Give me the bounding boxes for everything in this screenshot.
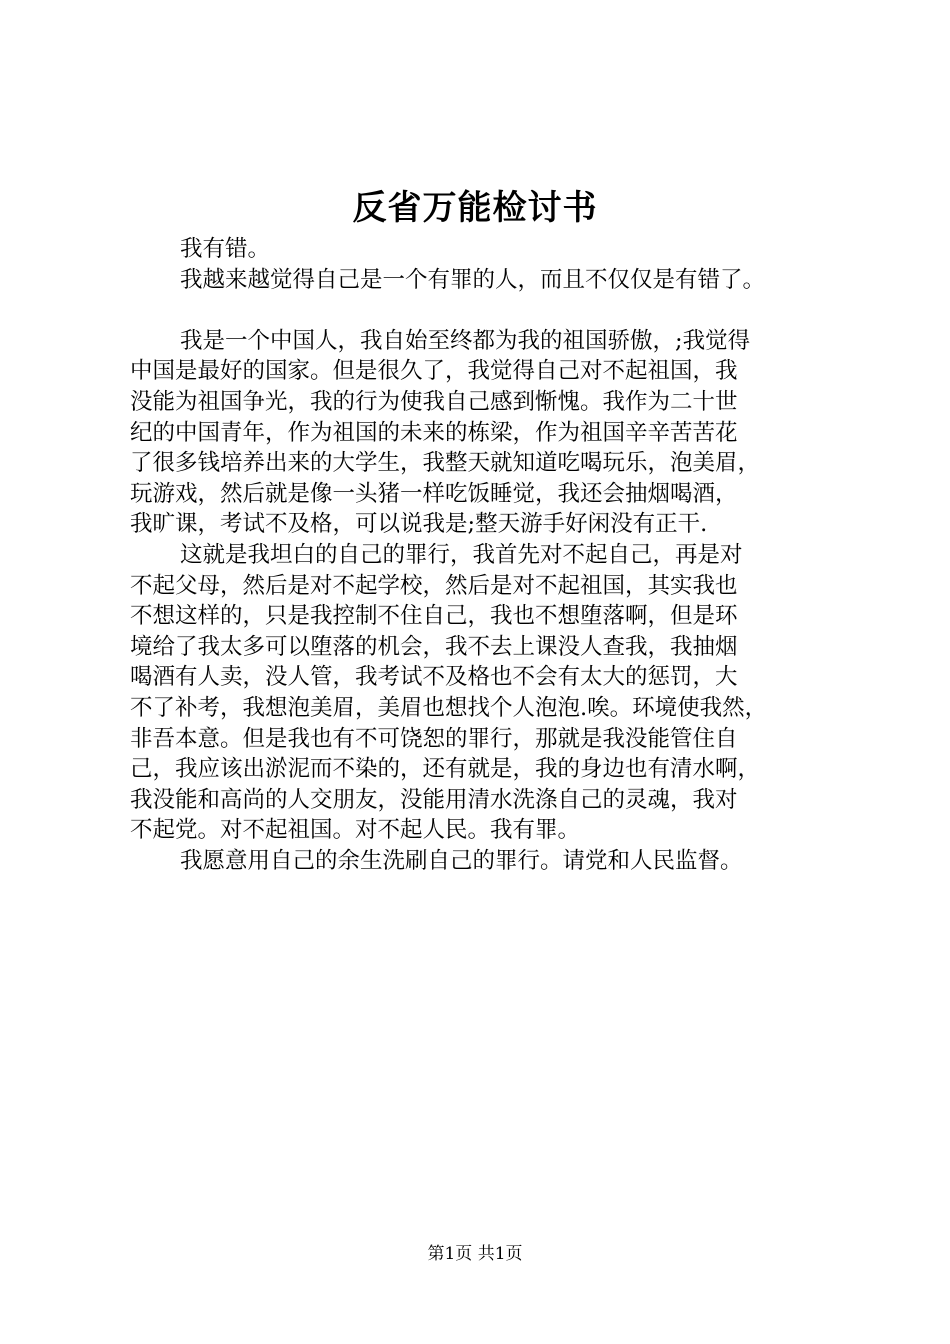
- paragraph-line: 了很多钱培养出来的大学生，我整天就知道吃喝玩乐，泡美眉，: [130, 450, 761, 477]
- paragraph-line: 非吾本意。但是我也有不可饶恕的罪行，那就是我没能管住自: [130, 725, 738, 752]
- paragraph-line: 喝酒有人卖，没人管，我考试不及格也不会有太大的惩罚，大: [130, 664, 738, 691]
- paragraph-line: 我越来越觉得自己是一个有罪的人，而且不仅仅是有错了。: [180, 266, 766, 293]
- paragraph-line: 不起父母，然后是对不起学校，然后是对不起祖国，其实我也: [130, 572, 738, 599]
- paragraph-line: 不起党。对不起祖国。对不起人民。我有罪。: [130, 817, 581, 844]
- page-footer: 第1页 共1页: [427, 1244, 523, 1264]
- paragraph-line: 己，我应该出淤泥而不染的，还有就是，我的身边也有清水啊，: [130, 756, 761, 783]
- document-body: [130, 234, 842, 876]
- paragraph-line: 我愿意用自己的余生洗刷自己的罪行。请党和人民监督。: [180, 847, 743, 874]
- paragraph-line: 玩游戏，然后就是像一头猪一样吃饭睡觉，我还会抽烟喝酒，: [130, 480, 738, 507]
- paragraph-line: 我有错。: [180, 236, 271, 262]
- paragraph-line: 我没能和高尚的人交朋友，没能用清水洗涤自己的灵魂，我对: [130, 786, 738, 813]
- paragraph-line: 境给了我太多可以堕落的机会，我不去上课没人查我，我抽烟: [130, 633, 738, 660]
- paragraph-line: 这就是我坦白的自己的罪行，我首先对不起自己，再是对: [180, 541, 743, 568]
- document-title: 反省万能检讨书: [352, 188, 598, 228]
- paragraph-line: 中国是最好的国家。但是很久了，我觉得自己对不起祖国，我: [130, 358, 738, 385]
- paragraph-line: 纪的中国青年，作为祖国的未来的栋梁，作为祖国辛辛苦苦花: [130, 419, 738, 446]
- paragraph-line: 不了补考，我想泡美眉，美眉也想找个人泡泡.唉。环境使我然，: [130, 694, 768, 721]
- paragraph-line: 不想这样的，只是我控制不住自己，我也不想堕落啊，但是环: [130, 603, 738, 630]
- paragraph-line: 我旷课，考试不及格，可以说我是;整天游手好闲没有正干.: [130, 511, 708, 538]
- paragraph-line: 没能为祖国争光，我的行为使我自己感到惭愧。我作为二十世: [130, 388, 738, 415]
- blank-line: [130, 295, 842, 326]
- paragraph-line: 我是一个中国人，我自始至终都为我的祖国骄傲，;我觉得: [180, 327, 751, 354]
